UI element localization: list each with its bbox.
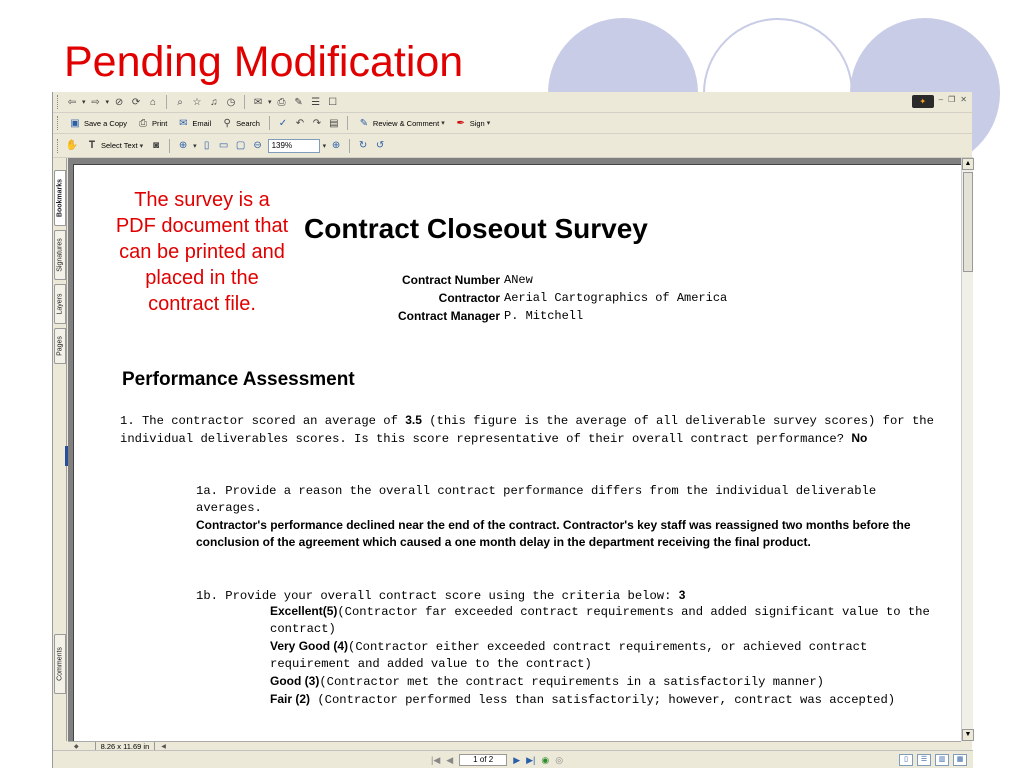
close-icon[interactable]: ✕ xyxy=(960,95,967,104)
question-1a-prompt: 1a. Provide a reason the overall contract performance differs from the individual deliverable averages. xyxy=(196,484,877,515)
navigation-toolbar xyxy=(53,92,973,113)
question-1-text-cont: (this figure is the average of all deliverable survey scores) for the individual deliverables scores. Is this score representative of their overall contract performance? xyxy=(120,414,934,446)
go-forward-icon[interactable]: ◎ xyxy=(555,754,564,765)
snapshot-icon[interactable]: ◙ xyxy=(153,140,160,151)
fit-width-icon[interactable]: ▢ xyxy=(235,140,246,151)
review-icon: ✎ xyxy=(359,117,369,129)
contract-manager-label: Contract Manager xyxy=(397,309,500,323)
search-web-icon[interactable]: ⌕ xyxy=(177,96,183,108)
edit-icon[interactable]: ✎ xyxy=(294,96,303,108)
zoom-in-icon[interactable]: ⊕ xyxy=(178,140,188,151)
criterion-label: Excellent(5) xyxy=(270,604,338,618)
discuss-icon[interactable]: ☰ xyxy=(311,96,321,108)
zoom-level-dropdown-icon[interactable]: ▾ xyxy=(322,142,327,150)
question-1b-prompt: 1b. Provide your overall contract score using the criteria below: xyxy=(196,589,679,603)
bookmarks-tab[interactable] xyxy=(54,170,66,226)
toolbar-separator xyxy=(347,116,348,130)
signatures-tab-label: Signatures xyxy=(56,238,64,272)
email-icon: ✉ xyxy=(179,117,188,129)
email-label: Email xyxy=(192,118,212,128)
contract-number-value: ANew xyxy=(504,273,533,287)
review-label: Review & Comment xyxy=(372,118,440,128)
search-label: Search xyxy=(236,118,260,128)
criterion-description: (Contractor far exceeded contract requirements and added significant value to the contract) xyxy=(270,605,930,636)
continuous-icon[interactable]: ☰ xyxy=(917,754,931,766)
review-dropdown-icon: ▾ xyxy=(441,120,445,127)
question-1a-answer: Contractor's performance declined near the end of the contract. Contractor's key staff was reassigned two months before the conclusion of the agreement which caused a one month delay in the department receiving the final product. xyxy=(196,518,911,549)
review-comment-button[interactable] xyxy=(354,115,448,131)
back-arrow-icon[interactable]: ⇦ xyxy=(67,96,77,108)
contractor-label: Contractor xyxy=(438,291,500,305)
pdf-page xyxy=(73,164,961,741)
status-bar xyxy=(53,750,973,768)
zoom-field[interactable]: 139% xyxy=(268,139,320,153)
continuous-facing-icon[interactable]: ▦ xyxy=(953,754,967,766)
page-number-field[interactable]: 1 of 2 xyxy=(459,754,507,766)
refresh-icon[interactable]: ⟳ xyxy=(131,96,141,108)
history-icon[interactable]: ◷ xyxy=(226,96,236,108)
criterion-item xyxy=(270,638,950,673)
search-button[interactable] xyxy=(217,115,263,131)
comments-tab-label: Comments xyxy=(56,647,64,681)
spell-check-icon[interactable]: ✓ xyxy=(278,117,288,129)
horizontal-scrollbar[interactable] xyxy=(68,741,961,750)
hand-tool-icon[interactable]: ✋ xyxy=(65,140,79,151)
average-score: 3.5 xyxy=(405,413,422,427)
print-label: Print xyxy=(151,118,168,128)
save-copy-label: Save a Copy xyxy=(84,118,127,128)
first-page-icon[interactable]: |◀ xyxy=(431,754,441,765)
scoring-criteria-list xyxy=(270,603,950,709)
actual-size-icon[interactable]: ▯ xyxy=(203,140,210,151)
restore-icon[interactable]: ❐ xyxy=(948,95,956,104)
select-text-button[interactable] xyxy=(82,138,146,154)
next-page-icon[interactable]: ▶ xyxy=(513,754,521,765)
survey-title: Contract Closeout Survey xyxy=(304,213,648,244)
scroll-down-icon[interactable]: ▼ xyxy=(962,729,974,741)
acrobat-window xyxy=(52,92,972,768)
layers-tab[interactable] xyxy=(54,284,66,324)
pages-tab[interactable] xyxy=(54,328,66,364)
criterion-item xyxy=(270,673,950,691)
sign-button[interactable] xyxy=(451,115,494,131)
contract-manager-value: P. Mitchell xyxy=(504,309,584,323)
slide-title: Pending Modification xyxy=(64,38,464,86)
pages-tab-label: Pages xyxy=(56,336,64,356)
view-toolbar xyxy=(53,134,973,158)
redo-icon[interactable]: ↷ xyxy=(312,117,322,129)
minimize-icon[interactable]: – xyxy=(938,95,944,104)
back-dropdown-icon[interactable]: ▾ xyxy=(82,99,86,106)
toolbar-separator xyxy=(269,116,270,130)
select-text-label: Select Text xyxy=(101,141,138,150)
question-1-answer: No xyxy=(851,431,868,445)
criterion-label: Very Good (4) xyxy=(270,639,349,653)
favorites-icon[interactable]: ☆ xyxy=(192,96,202,108)
bookmarks-tab-label: Bookmarks xyxy=(56,178,64,218)
floppy-disk-icon: ▣ xyxy=(70,117,80,129)
document-view[interactable] xyxy=(68,158,961,741)
clipboard-icon[interactable]: ▤ xyxy=(329,117,339,129)
navigation-pane-tabs xyxy=(53,158,67,741)
mail-icon[interactable]: ✉ xyxy=(253,96,263,108)
page-navigation xyxy=(431,754,563,766)
select-dropdown-icon: ▾ xyxy=(139,142,144,150)
criterion-item xyxy=(270,691,950,709)
media-icon[interactable]: ♫ xyxy=(210,96,218,108)
mail-dropdown-icon[interactable]: ▾ xyxy=(268,99,272,106)
page-layout-buttons xyxy=(899,754,967,766)
scroll-up-icon[interactable]: ▲ xyxy=(962,158,974,170)
question-1b-answer: 3 xyxy=(678,588,686,602)
stop-icon[interactable]: ⊘ xyxy=(114,96,124,108)
section-heading: Performance Assessment xyxy=(122,369,355,390)
file-toolbar xyxy=(53,113,973,134)
comments-tab[interactable] xyxy=(54,634,66,694)
go-back-icon[interactable]: ◉ xyxy=(541,754,550,765)
rotate-counterclockwise-icon[interactable]: ↺ xyxy=(375,140,385,151)
messenger-icon[interactable]: ☐ xyxy=(328,96,338,108)
zoom-plus-icon[interactable]: ⊕ xyxy=(331,140,341,151)
toolbar-separator xyxy=(349,139,350,153)
page-size-indicator: 8.26 x 11.69 in xyxy=(95,742,156,751)
previous-page-icon[interactable]: ◀ xyxy=(446,754,454,765)
question-1-text: 1. The contractor scored an average of xyxy=(120,414,406,428)
sign-label: Sign xyxy=(469,118,485,128)
last-page-icon[interactable]: ▶| xyxy=(526,754,536,765)
criterion-label: Good (3) xyxy=(270,674,320,688)
question-1a xyxy=(196,483,946,551)
binoculars-icon: ⚲ xyxy=(223,117,231,129)
single-page-icon[interactable]: ▯ xyxy=(899,754,913,766)
text-cursor-icon: 𝐓 xyxy=(88,140,96,151)
criterion-label: Fair (2) xyxy=(270,692,311,706)
save-copy-button[interactable] xyxy=(65,115,130,131)
toolbar-grip[interactable] xyxy=(57,95,60,109)
question-1 xyxy=(120,412,940,448)
scroll-left-icon[interactable]: ◀ xyxy=(161,743,166,750)
toolbar-separator xyxy=(244,95,245,109)
toolbar-grip[interactable] xyxy=(57,139,60,153)
signatures-tab[interactable] xyxy=(54,230,66,280)
toolbar-separator xyxy=(169,139,170,153)
forward-dropdown-icon[interactable]: ▾ xyxy=(105,99,110,106)
pen-icon: ✒ xyxy=(456,117,465,129)
layers-tab-label: Layers xyxy=(56,293,64,315)
contractor-value: Aerial Cartographics of America xyxy=(504,291,728,305)
contract-number-label: Contract Number xyxy=(401,273,500,287)
criterion-description: (Contractor met the contract requirements in a satisfactorily manner) xyxy=(319,675,824,689)
toolbar-separator xyxy=(166,95,167,109)
home-icon[interactable]: ⌂ xyxy=(150,96,157,108)
zoom-dropdown-icon[interactable]: ▾ xyxy=(193,142,197,150)
facing-icon[interactable]: ▥ xyxy=(935,754,949,766)
rotate-clockwise-icon[interactable]: ↻ xyxy=(358,140,368,151)
criterion-description: (Contractor either exceeded contract requirements, or achieved contract requirement and added value to the contract) xyxy=(270,640,868,671)
undo-icon[interactable]: ↶ xyxy=(295,117,305,129)
scroll-thumb[interactable] xyxy=(963,172,973,272)
zoom-out-icon[interactable]: ⊖ xyxy=(253,140,262,151)
window-controls xyxy=(912,95,967,108)
toolbar-grip[interactable] xyxy=(57,116,60,130)
print-button[interactable] xyxy=(133,115,170,131)
email-button[interactable] xyxy=(173,115,214,131)
printer-icon: ⎙ xyxy=(138,117,147,129)
fit-page-icon[interactable]: ▭ xyxy=(218,140,229,151)
forward-arrow-icon[interactable]: ⇨ xyxy=(91,96,100,108)
print-icon[interactable]: ⎙ xyxy=(277,96,286,108)
vertical-scrollbar[interactable] xyxy=(961,158,973,741)
criterion-description: (Contractor performed less than satisfactorily; however, contract was accepted) xyxy=(310,693,896,707)
criterion-item xyxy=(270,603,950,638)
sign-dropdown-icon: ▾ xyxy=(486,120,491,127)
adobe-logo-icon: ✦ xyxy=(912,95,934,108)
callout-note: The survey is a PDF document that can be printed and placed in the contract file. xyxy=(115,189,289,315)
page-size-toggle-icon[interactable]: ◆ xyxy=(74,743,79,750)
